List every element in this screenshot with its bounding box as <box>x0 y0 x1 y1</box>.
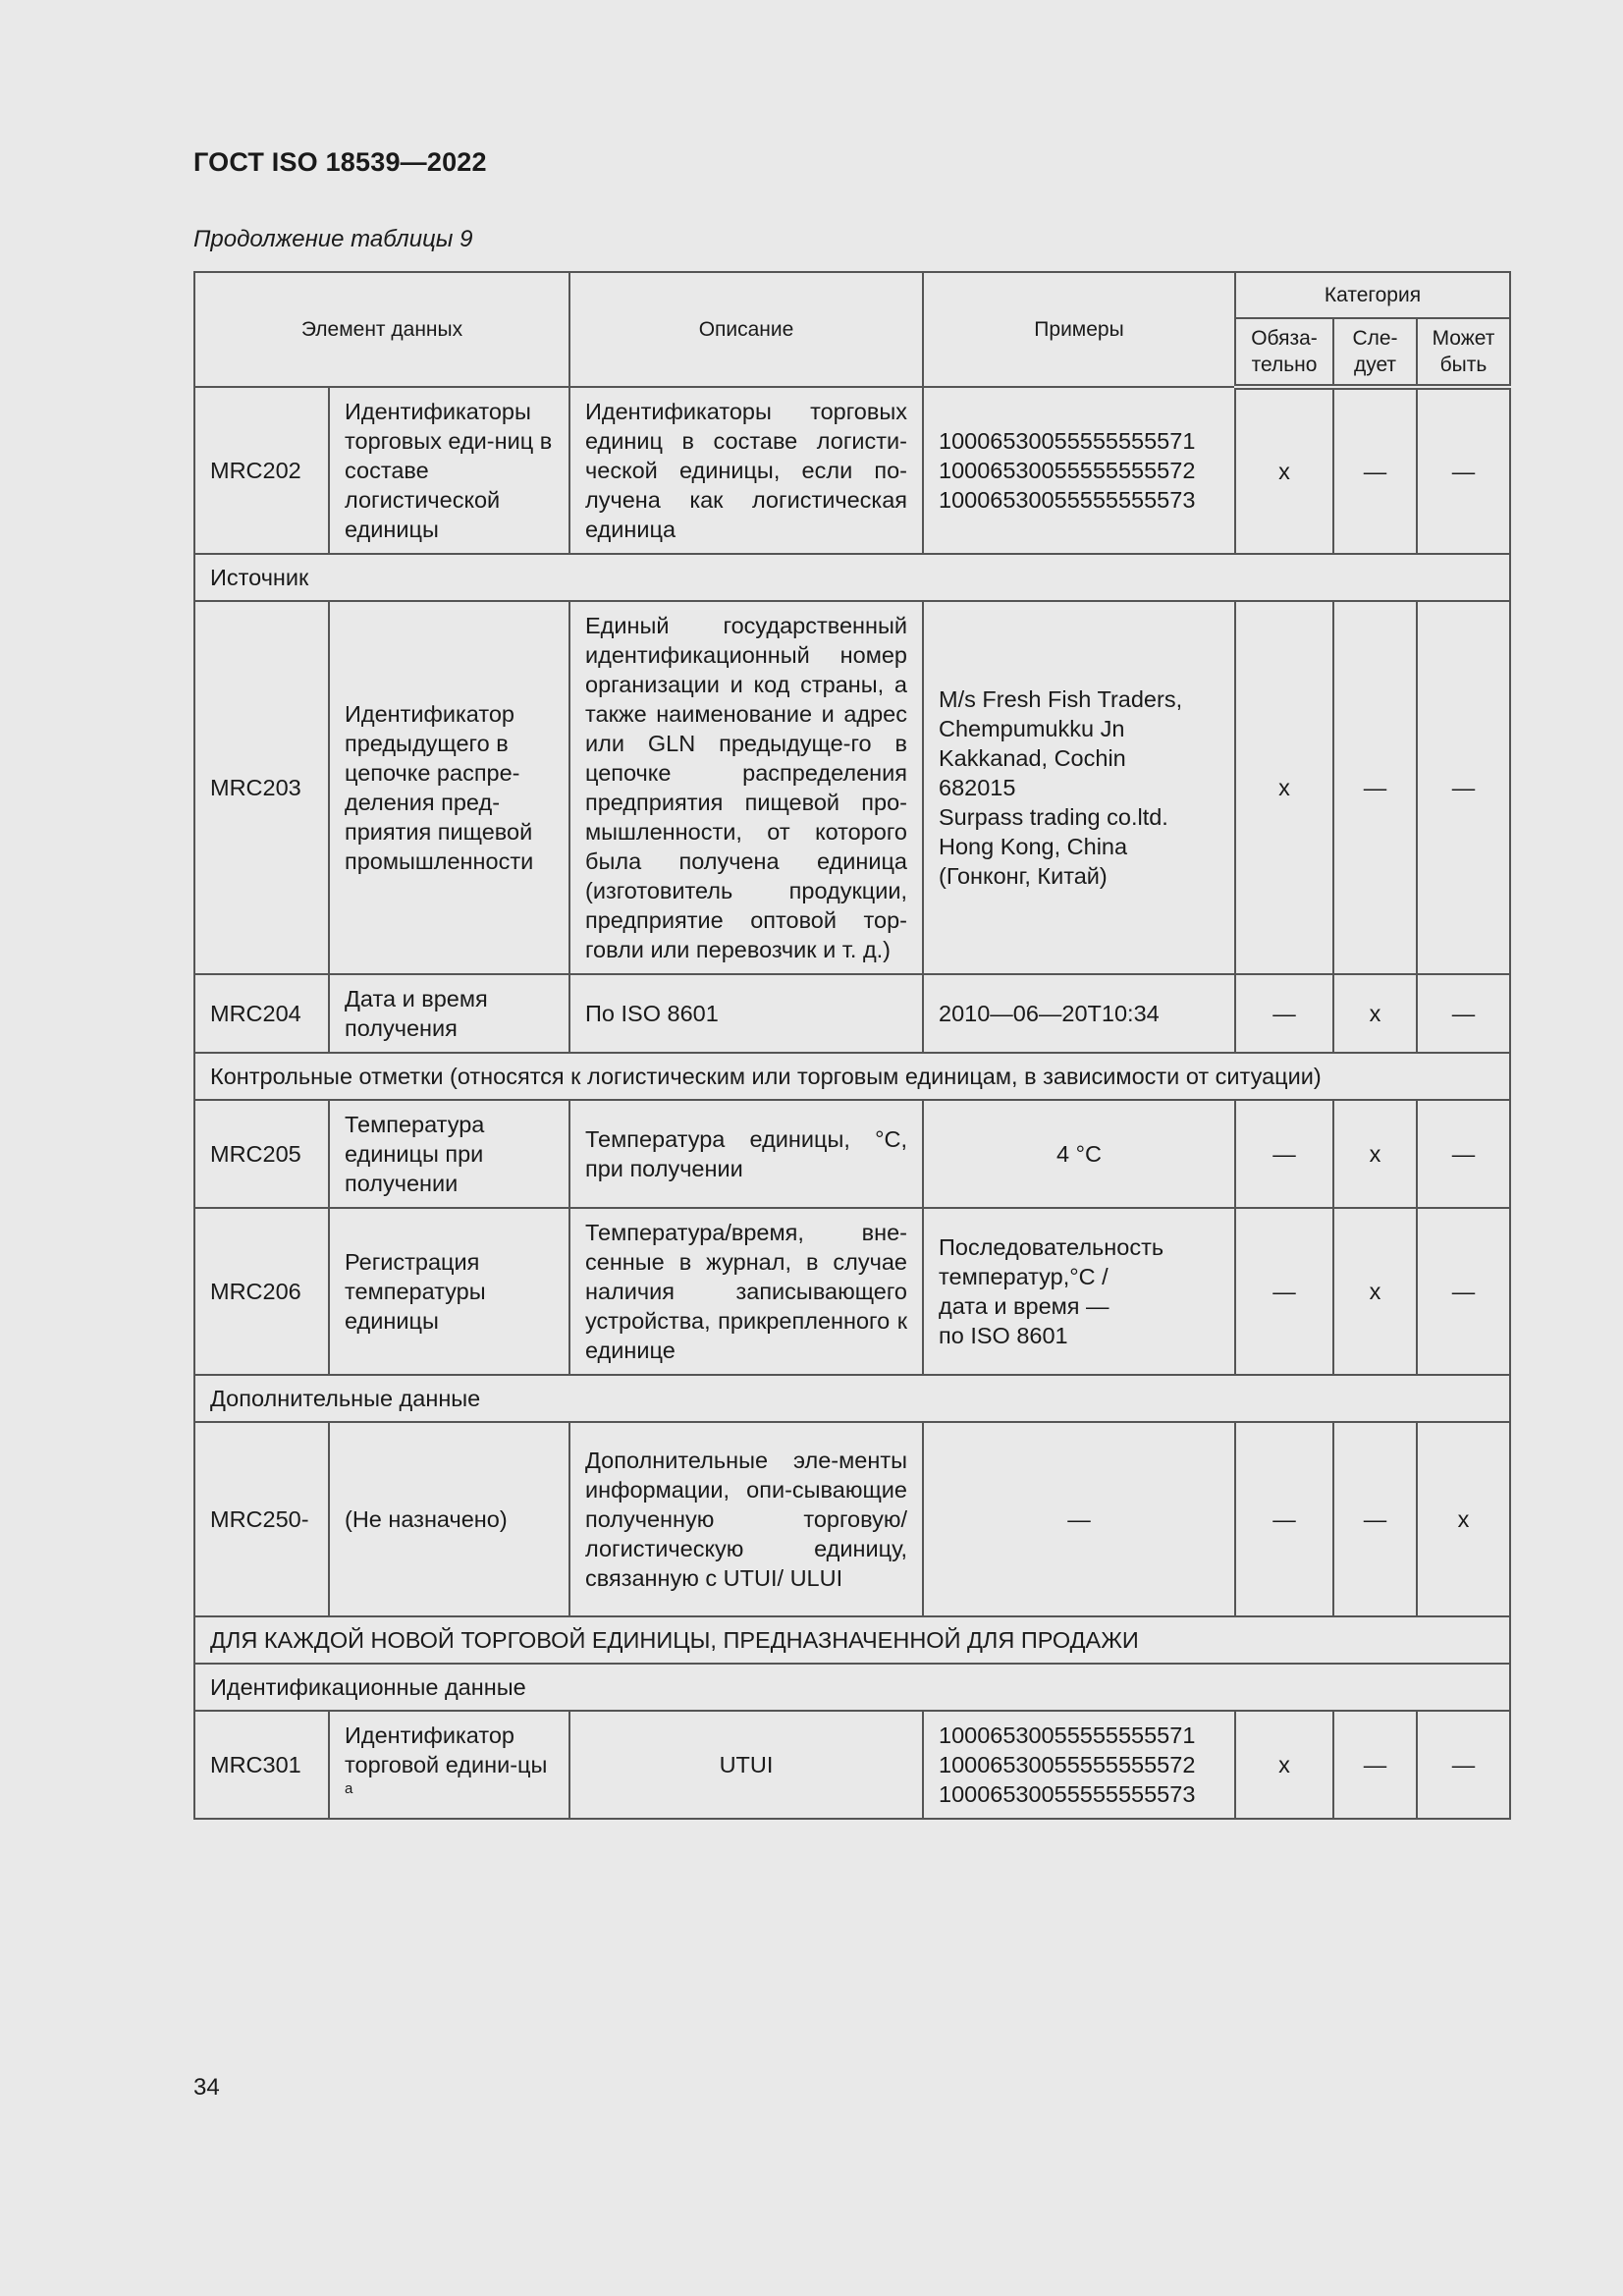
cat-mandatory: — <box>1235 974 1333 1053</box>
table-row <box>194 1208 1510 1375</box>
row-name: Дата и время получения <box>329 974 569 1053</box>
document-header: ГОСТ ISO 18539—2022 <box>193 147 487 177</box>
section-row <box>194 1375 1510 1422</box>
cat-should: — <box>1333 1422 1417 1616</box>
data-table <box>193 271 1511 1820</box>
header-cat-mandatory: Обяза- тельно <box>1235 318 1333 387</box>
row-code: MRC250- <box>194 1422 329 1616</box>
example-line: Kakkanad, Cochin <box>939 745 1126 771</box>
cat-may: — <box>1417 1711 1510 1819</box>
cat-may: — <box>1417 601 1510 974</box>
example-line: (Гонконг, Китай) <box>939 863 1108 889</box>
section-row <box>194 1053 1510 1100</box>
example-line: Hong Kong, China <box>939 834 1128 859</box>
row-code: MRC202 <box>194 387 329 554</box>
cat-mandatory: — <box>1235 1422 1333 1616</box>
cat-should: x <box>1333 974 1417 1053</box>
row-description: Идентификаторы торговых единиц в составе логисти-ческой единицы, если по-лучена как логистическая единица <box>569 387 923 554</box>
row-name: (Не назначено) <box>329 1422 569 1616</box>
cat-may: — <box>1417 1100 1510 1208</box>
example-line: M/s Fresh Fish Traders, <box>939 686 1183 712</box>
row-code: MRC203 <box>194 601 329 974</box>
cat-may: — <box>1417 1208 1510 1375</box>
section-row <box>194 1664 1510 1711</box>
cat-mandatory: x <box>1235 1711 1333 1819</box>
example-line: дата и время — <box>939 1293 1109 1319</box>
row-description: Температура единицы, °C, при получении <box>569 1100 923 1208</box>
section-label: Источник <box>194 554 1510 601</box>
header-cat-should: Сле- дует <box>1333 318 1417 387</box>
cat-mandatory: x <box>1235 601 1333 974</box>
example-line: 682015 <box>939 775 1016 800</box>
section-label: Дополнительные данные <box>194 1375 1510 1422</box>
section-label: ДЛЯ КАЖДОЙ НОВОЙ ТОРГОВОЙ ЕДИНИЦЫ, ПРЕДНАЗНАЧЕННОЙ ДЛЯ ПРОДАЖИ <box>194 1616 1510 1664</box>
section-label: Идентификационные данные <box>194 1664 1510 1711</box>
table-row <box>194 387 1510 554</box>
example-line: 10006530055555555571 <box>939 1722 1196 1748</box>
header-data-element: Элемент данных <box>194 272 569 387</box>
row-code: MRC206 <box>194 1208 329 1375</box>
row-name: Идентификаторы торговых еди-ниц в составе логистической единицы <box>329 387 569 554</box>
row-name: Регистрация температуры единицы <box>329 1208 569 1375</box>
table-row <box>194 601 1510 974</box>
row-code: MRC301 <box>194 1711 329 1819</box>
section-row <box>194 554 1510 601</box>
row-name: Идентификатор предыдущего в цепочке распре-деления пред-приятия пищевой промышленности <box>329 601 569 974</box>
header-cat-may: Может быть <box>1417 318 1510 387</box>
cat-should: — <box>1333 1711 1417 1819</box>
cat-should: — <box>1333 601 1417 974</box>
example-line: — <box>1067 1506 1091 1532</box>
example-line: 10006530055555555573 <box>939 1781 1196 1807</box>
header-category: Категория <box>1235 272 1510 318</box>
section-label: Контрольные отметки (относятся к логистическим или торговым единицам, в зависимости от ситуации) <box>194 1053 1510 1100</box>
cat-may: x <box>1417 1422 1510 1616</box>
row-examples <box>923 387 1235 554</box>
row-description: UTUI <box>569 1711 923 1819</box>
table-row <box>194 974 1510 1053</box>
example-line: Chempumukku Jn <box>939 716 1125 741</box>
cat-should: x <box>1333 1100 1417 1208</box>
table-row <box>194 1711 1510 1819</box>
row-examples <box>923 1100 1235 1208</box>
header-description: Описание <box>569 272 923 387</box>
example-line: 2010—06—20T10:34 <box>939 1001 1160 1026</box>
example-line: температур,°C / <box>939 1264 1109 1289</box>
footnote-marker: а <box>345 1780 353 1798</box>
row-description: По ISO 8601 <box>569 974 923 1053</box>
example-line: 10006530055555555571 <box>939 428 1196 454</box>
example-line: 10006530055555555572 <box>939 1752 1196 1777</box>
table-row <box>194 1422 1510 1616</box>
row-code: MRC205 <box>194 1100 329 1208</box>
row-name: Температура единицы при получении <box>329 1100 569 1208</box>
row-description: Единый государственный идентификационный номер организации и код страны, а также наименование и адрес или GLN предыдуще-го в цепочке распределения предприятия пищевой про-мышленности, от которого была получена единица (изготовитель продукции, предприятие оптовой тор-говли или перевозчик и т. д.) <box>569 601 923 974</box>
cat-mandatory: x <box>1235 387 1333 554</box>
row-code: MRC204 <box>194 974 329 1053</box>
table-caption: Продолжение таблицы 9 <box>193 226 473 252</box>
page-number: 34 <box>193 2074 220 2101</box>
row-examples <box>923 1711 1235 1819</box>
example-line: 10006530055555555573 <box>939 487 1196 513</box>
header-examples: Примеры <box>923 272 1235 387</box>
example-line: Последовательность <box>939 1234 1164 1260</box>
row-name <box>329 1711 569 1819</box>
table-row <box>194 1100 1510 1208</box>
cat-mandatory: — <box>1235 1100 1333 1208</box>
example-line: по ISO 8601 <box>939 1323 1068 1348</box>
row-examples <box>923 1422 1235 1616</box>
section-row <box>194 1616 1510 1664</box>
example-line: 4 °C <box>1056 1141 1102 1167</box>
cat-may: — <box>1417 974 1510 1053</box>
cat-should: — <box>1333 387 1417 554</box>
example-line: 10006530055555555572 <box>939 458 1196 483</box>
cat-may: — <box>1417 387 1510 554</box>
cat-mandatory: — <box>1235 1208 1333 1375</box>
row-examples <box>923 1208 1235 1375</box>
example-line: Surpass trading co.ltd. <box>939 804 1168 830</box>
row-examples <box>923 601 1235 974</box>
cat-should: x <box>1333 1208 1417 1375</box>
row-name-text: Идентификатор торговой едини-цы <box>345 1722 548 1777</box>
row-description: Дополнительные эле-менты информации, опи-сывающие полученную торговую/логистическую единицу, связанную с UTUI/ ULUI <box>569 1422 923 1616</box>
row-description: Температура/время, вне-сенные в журнал, в случае наличия записывающего устройства, прикрепленного к единице <box>569 1208 923 1375</box>
row-examples <box>923 974 1235 1053</box>
